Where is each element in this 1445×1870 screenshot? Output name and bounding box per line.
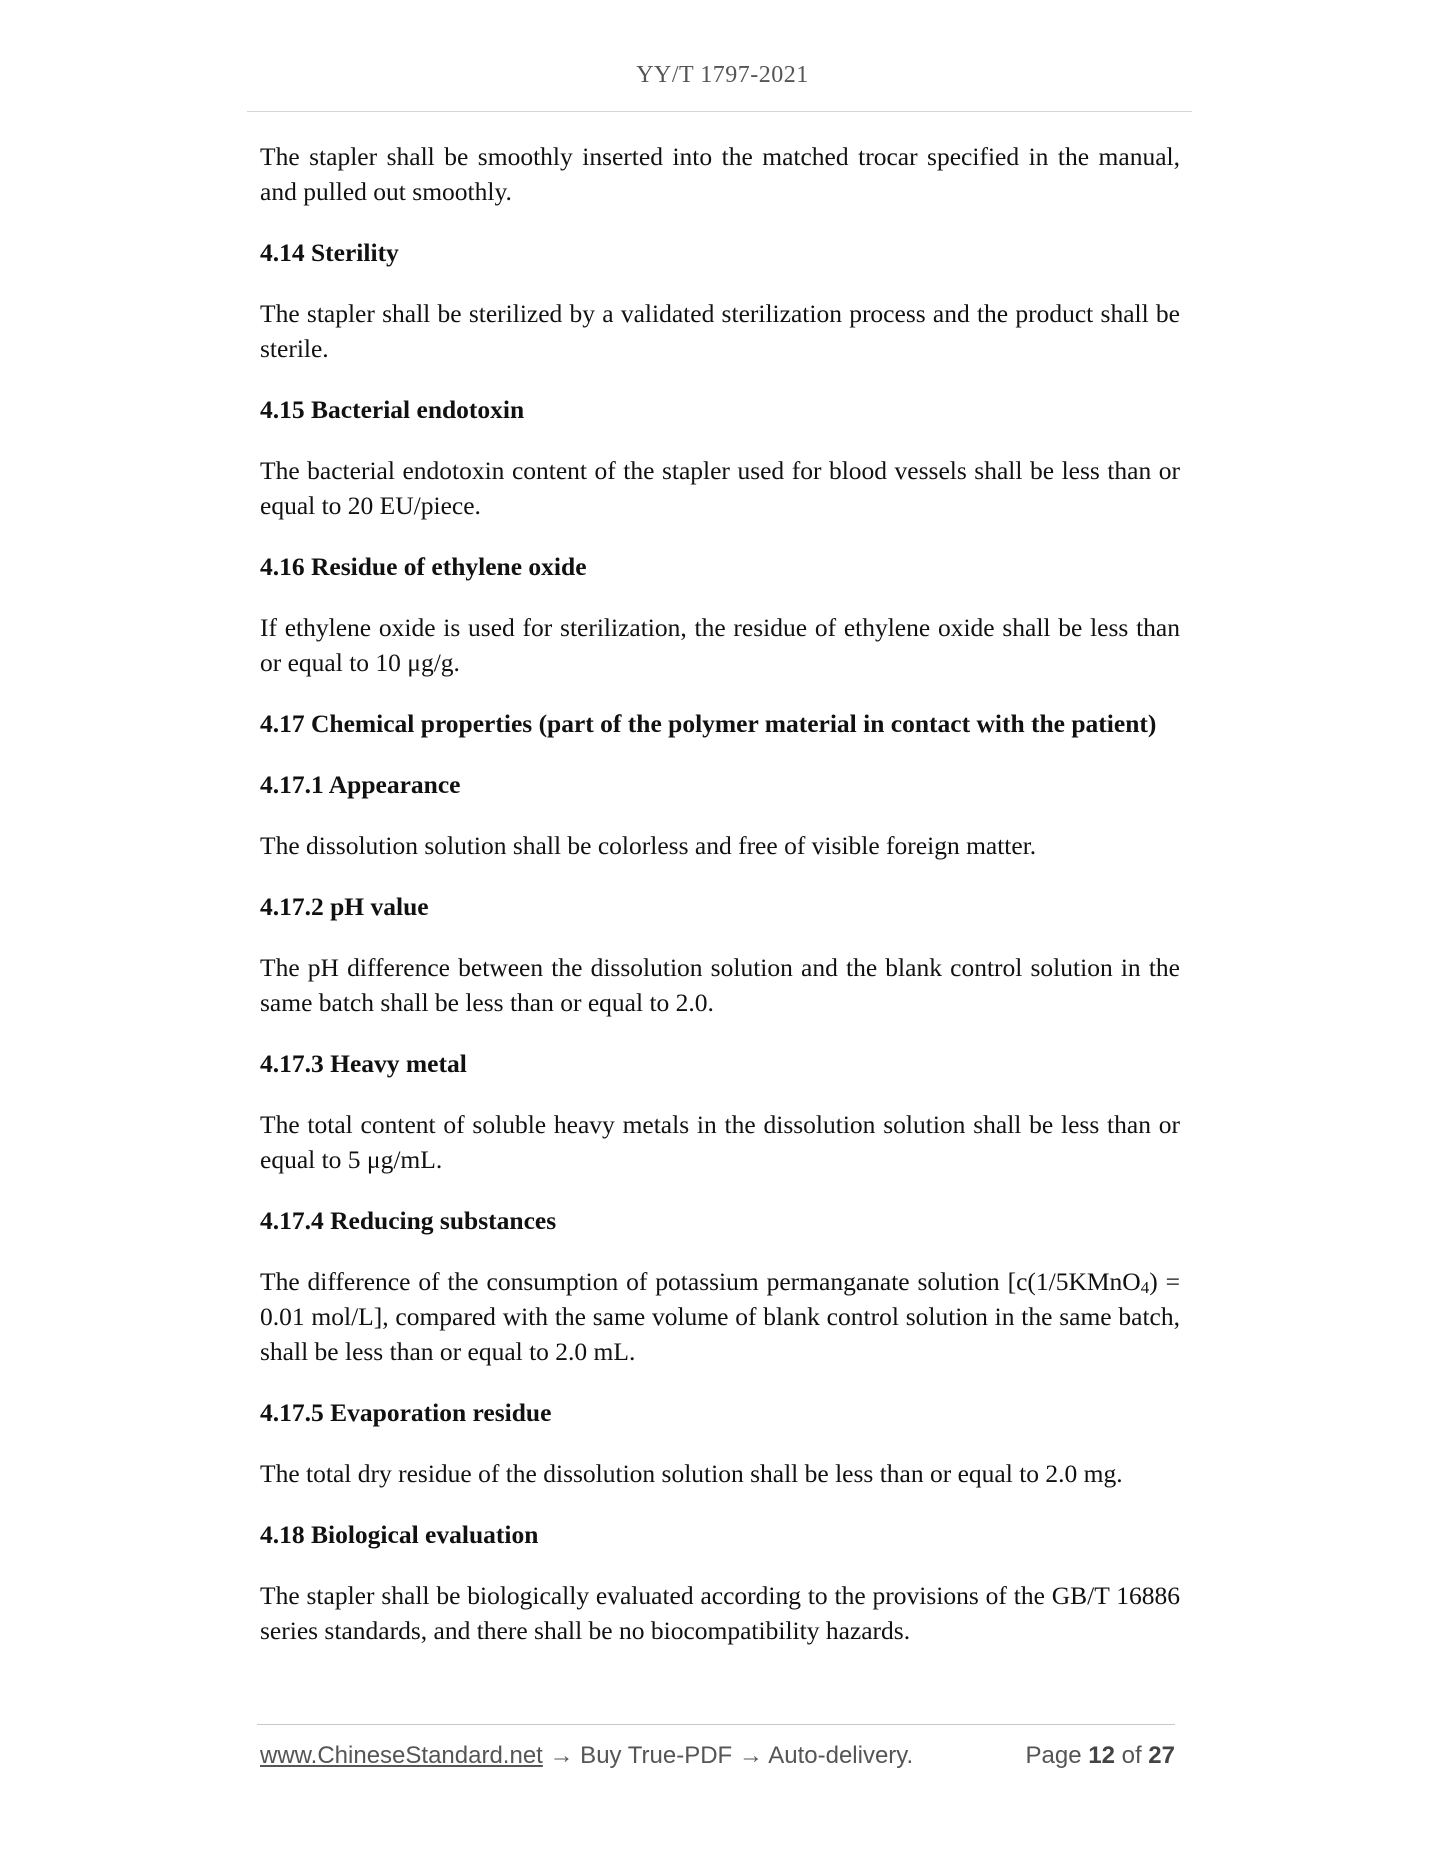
heading-4-15: 4.15 Bacterial endotoxin: [260, 395, 525, 424]
heading-4-16: 4.16 Residue of ethylene oxide: [260, 552, 587, 581]
page-indicator: [1026, 1742, 1176, 1770]
document-body: [260, 139, 1180, 1674]
document-header: YY/T 1797-2021: [636, 62, 809, 88]
heading-4-14: 4.14 Sterility: [260, 238, 399, 267]
heading-4-17: 4.17 Chemical properties (part of the polymer material in contact with the patient): [260, 709, 1157, 738]
paragraph-4-17-3: The total content of soluble heavy metals in the dissolution solution shall be less than or equal to 5 μg/mL.: [260, 1110, 1180, 1174]
paragraph-4-15: The bacterial endotoxin content of the stapler used for blood vessels shall be less than or equal to 20 EU/piece.: [260, 456, 1180, 520]
footer-left: [260, 1742, 913, 1770]
heading-4-18: 4.18 Biological evaluation: [260, 1520, 539, 1549]
paragraph-4-17-4-part-b: ) = 0.01 mol/L], compared with the same volume of blank control solution in the same batch, shall be less than or equal to 2.0 mL.: [260, 1267, 1181, 1366]
footer-divider: [257, 1724, 1175, 1725]
heading-4-17-5: 4.17.5 Evaporation residue: [260, 1398, 552, 1427]
paragraph-4-17-4-part-a: The difference of the consumption of potassium permanganate solution [c(1/5KMnO: [260, 1267, 1141, 1296]
heading-4-17-4: 4.17.4 Reducing substances: [260, 1206, 557, 1235]
footer-tagline: → Buy True-PDF → Auto-delivery.: [542, 1742, 914, 1769]
heading-4-17-3: 4.17.3 Heavy metal: [260, 1049, 467, 1078]
paragraph-4-18: The stapler shall be biologically evaluated according to the provisions of the GB/T 16886 series standards, and there shall be no biocompatibility hazards.: [260, 1581, 1180, 1645]
paragraph-4-17-1: The dissolution solution shall be colorless and free of visible foreign matter.: [260, 831, 1037, 860]
page-label: Page: [1025, 1742, 1082, 1769]
document-footer: [260, 1742, 1175, 1778]
paragraph-4-17-4: [260, 1264, 1180, 1369]
paragraph-4-17-2: The pH difference between the dissolution solution and the blank control solution in the same batch shall be less than or equal to 2.0.: [260, 953, 1180, 1017]
of-label: of: [1121, 1742, 1142, 1769]
site-link[interactable]: www.ChineseStandard.net: [260, 1742, 543, 1769]
page-total: 27: [1148, 1742, 1175, 1769]
paragraph-4-14: The stapler shall be sterilized by a validated sterilization process and the product shall be sterile.: [260, 299, 1180, 363]
paragraph-4-17-5: The total dry residue of the dissolution solution shall be less than or equal to 2.0 mg.: [260, 1459, 1123, 1488]
heading-4-17-2: 4.17.2 pH value: [260, 892, 429, 921]
paragraph-intro: The stapler shall be smoothly inserted into the matched trocar specified in the manual, and pulled out smoothly.: [260, 142, 1180, 206]
page-current: 12: [1088, 1742, 1115, 1769]
paragraph-4-16: If ethylene oxide is used for sterilization, the residue of ethylene oxide shall be less than or equal to 10 μg/g.: [260, 613, 1180, 677]
heading-4-17-1: 4.17.1 Appearance: [260, 770, 461, 799]
subscript-4: 4: [1140, 1278, 1150, 1297]
header-divider: [247, 111, 1192, 112]
